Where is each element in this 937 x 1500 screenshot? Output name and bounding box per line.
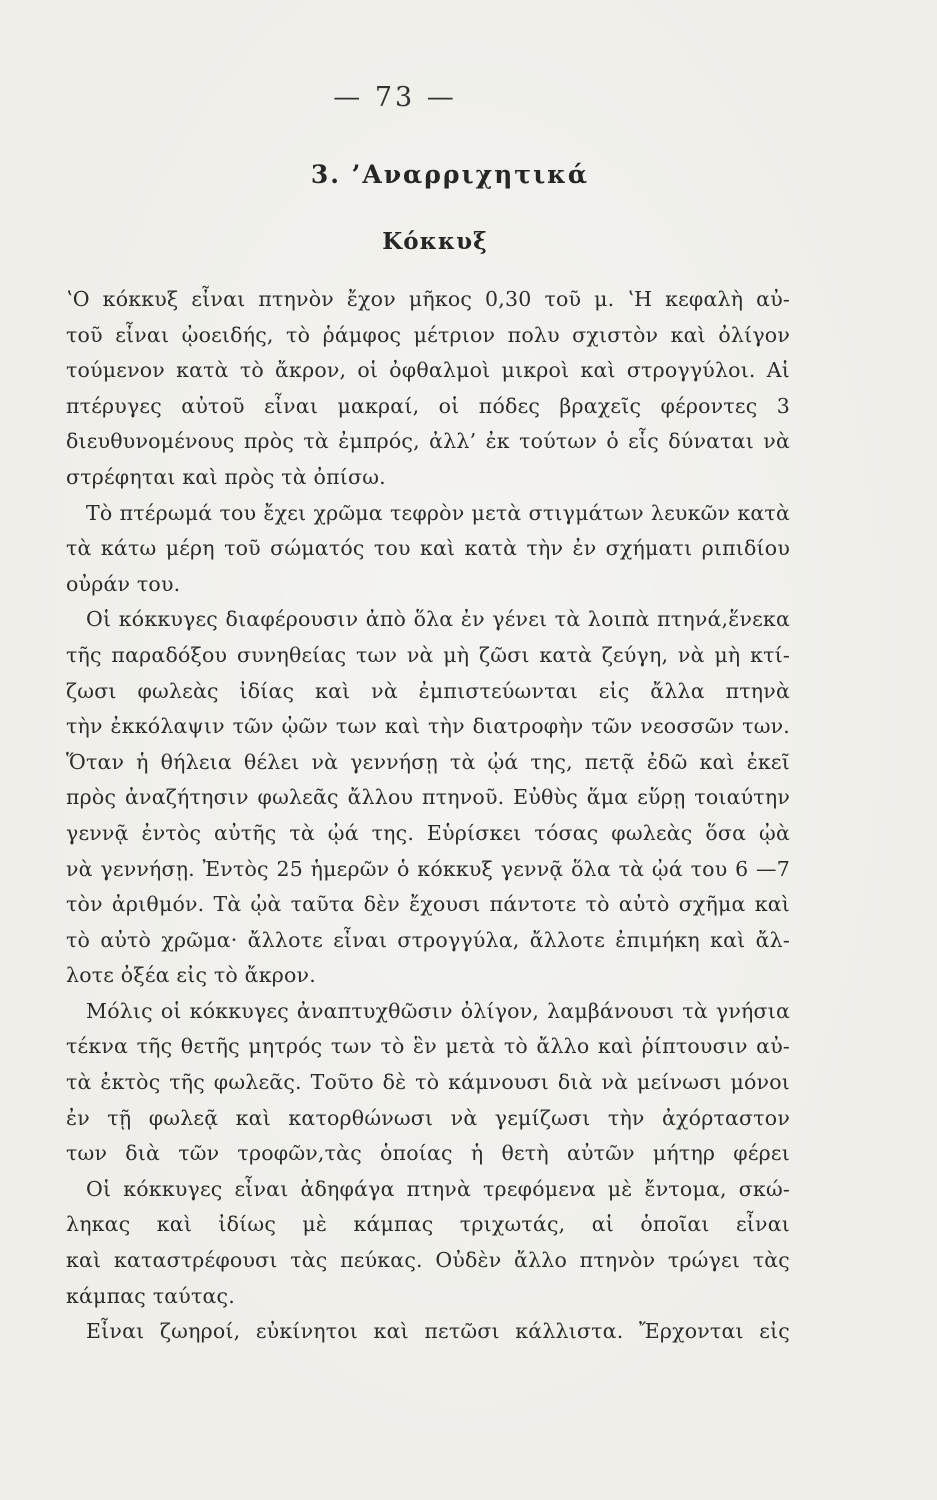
text-line: τούμενον κατὰ τὸ ἄκρον, οἱ ὀφθαλμοὶ μικροὶ καὶ στρογγύλοι. Αἱ: [66, 358, 790, 383]
subheading: Κόκκυξ: [382, 228, 488, 255]
text-line: ʽΟ κόκκυξ εἶναι πτηνὸν ἔχον μῆκος 0,30 τοῦ μ. ʽΗ κεφαλὴ αὐ-: [66, 287, 790, 311]
paragraph-1: [66, 282, 790, 496]
text-line: ζωσι φωλεὰς ἰδίας καὶ νὰ ἐμπιστεύωνται εἰς ἄλλα πτηνὰ: [66, 678, 790, 703]
body-text: [66, 282, 790, 1350]
paragraph-5: [66, 1172, 790, 1314]
text-line: στρέφηται καὶ πρὸς τὰ ὀπίσω.: [66, 464, 386, 489]
text-line: κάμπας ταύτας.: [66, 1283, 235, 1308]
text-line: πρὸς ἀναζήτησιν φωλεᾶς ἄλλου πτηνοῦ. Εὐθὺς ἅμα εὕρῃ τοιαύτην: [66, 785, 790, 810]
text-line: τῆς παραδόξου συνηθείας των νὰ μὴ ζῶσι κατὰ ζεύγη, νὰ μὴ κτί-: [66, 642, 790, 667]
section-heading: 3. ’Αναρριχητικά: [310, 160, 590, 189]
text-line: Μόλις οἱ κόκκυγες ἀναπτυχθῶσιν ὀλίγον, λαμβάνουσι τὰ γνήσια: [86, 998, 790, 1023]
paragraph-2: [66, 496, 790, 603]
text-line: οὐράν του.: [66, 571, 181, 596]
text-line: γεννᾷ ἐντὸς αὐτῆς τὰ ᾠά της. Εὑρίσκει τόσας φωλεὰς ὅσα ᾠὰ: [66, 820, 790, 845]
page-number: — 73 —: [333, 82, 457, 113]
text-line: ἐν τῇ φωλεᾷ καὶ κατορθώνωσι νὰ γεμίζωσι τὴν ἀχόρταστον: [66, 1105, 790, 1130]
text-line: νὰ γεννήσῃ. Ἐντὸς 25 ἡμερῶν ὁ κόκκυξ γεννᾷ ὅλα τὰ ᾠά του 6 —7: [66, 856, 790, 881]
paragraph-6: [66, 1314, 790, 1350]
text-line: τέκνα τῆς θετῆς μητρός των τὸ ἓν μετὰ τὸ ἄλλο καὶ ῥίπτουσιν αὐ-: [66, 1034, 790, 1059]
paragraph-3: [66, 602, 790, 994]
text-line: τὴν ἐκκόλαψιν τῶν ᾠῶν των καὶ τὴν διατροφὴν τῶν νεοσσῶν των.: [66, 714, 790, 739]
text-line: των διὰ τῶν τροφῶν,τὰς ὁποίας ἡ θετὴ αὐτῶν μήτηρ φέρει: [66, 1141, 790, 1166]
text-line: καὶ καταστρέφουσι τὰς πεύκας. Οὐδὲν ἄλλο πτηνὸν τρώγει τὰς: [66, 1248, 790, 1273]
text-line: τὸν ἀριθμόν. Τὰ ᾠὰ ταῦτα δὲν ἔχουσι πάντοτε τὸ αὐτὸ σχῆμα καὶ: [66, 892, 790, 917]
paragraph-4: [66, 994, 790, 1172]
text-line: Εἶναι ζωηροί, εὐκίνητοι καὶ πετῶσι κάλλιστα. Ἔρχονται εἰς: [86, 1319, 790, 1344]
text-line: Οἱ κόκκυγες διαφέρουσιν ἀπὸ ὅλα ἐν γένει τὰ λοιπὰ πτηνά,ἕνεκα: [86, 607, 790, 632]
text-line: Τὸ πτέρωμά του ἔχει χρῶμα τεφρὸν μετὰ στιγμάτων λευκῶν κατὰ: [86, 500, 790, 525]
text-line: Ὅταν ἡ θήλεια θέλει νὰ γεννήσῃ τὰ ᾠά της, πετᾷ ἐδῶ καὶ ἐκεῖ: [66, 749, 790, 774]
text-line: διευθυνομένους πρὸς τὰ ἐμπρός, ἀλλ’ ἐκ τούτων ὁ εἷς δύναται νὰ: [66, 429, 790, 454]
text-line: τὰ ἐκτὸς τῆς φωλεᾶς. Τοῦτο δὲ τὸ κάμνουσι διὰ νὰ μείνωσι μόνοι: [66, 1070, 790, 1095]
text-line: Οἱ κόκκυγες εἶναι ἀδηφάγα πτηνὰ τρεφόμενα μὲ ἔντομα, σκώ-: [86, 1176, 790, 1201]
text-line: τὰ κάτω μέρη τοῦ σώματός του καὶ κατὰ τὴν ἐν σχήματι ριπιδίου: [66, 536, 790, 561]
text-line: λοτε ὀξέα εἰς τὸ ἄκρον.: [66, 963, 316, 988]
text-line: τὸ αὐτὸ χρῶμα· ἄλλοτε εἶναι στρογγύλα, ἄλλοτε ἐπιμήκη καὶ ἄλ-: [66, 927, 790, 952]
text-line: πτέρυγες αὐτοῦ εἶναι μακραί, οἱ πόδες βραχεῖς φέροντες 3: [66, 393, 790, 418]
text-line: ληκας καὶ ἰδίως μὲ κάμπας τριχωτάς, αἱ ὁποῖαι εἶναι: [66, 1212, 790, 1237]
text-line: τοῦ εἶναι ᾠοειδής, τὸ ῥάμφος μέτριον πολυ σχιστὸν καὶ ὀλίγον: [66, 322, 790, 347]
